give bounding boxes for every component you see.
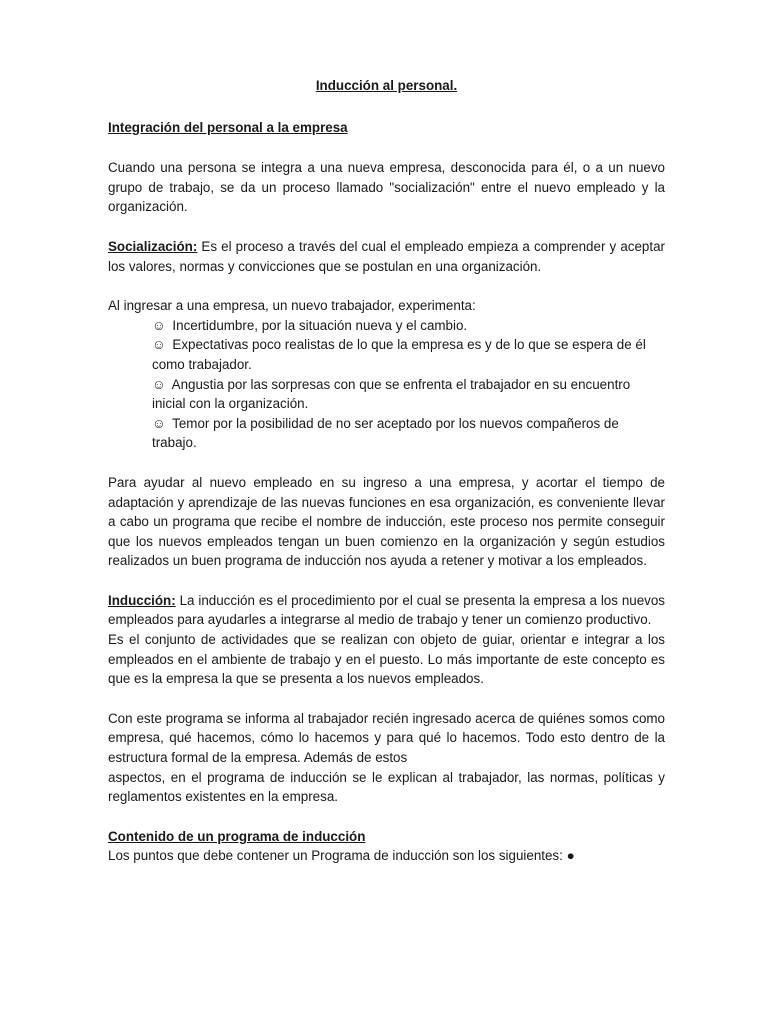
- list-item: [152, 375, 665, 414]
- document-title: Inducción al personal.: [315, 78, 458, 93]
- definition-induccion: La inducción es el procedimiento por el cual se presenta la empresa a los nuevos empleados para ayudarles a integrarse al medio de trabajo y tener un comienzo productivo.: [108, 592, 665, 628]
- experience-list: [108, 316, 665, 453]
- list-item: [152, 335, 665, 374]
- smiley-icon: ☺: [152, 376, 166, 392]
- list-item: [152, 316, 665, 336]
- document-page: [108, 76, 665, 866]
- definition-socializacion: Es el proceso a través del cual el empleado empieza a comprender y aceptar los valores, normas y convicciones que se postulan en una organización.: [108, 238, 665, 274]
- paragraph-integracion: Cuando una persona se integra a una nueva empresa, desconocida para él, o a un nuevo grupo de trabajo, se da un proceso llamado "socialización" entre el nuevo empleado y la organización.: [108, 160, 665, 215]
- paragraph-contenido: Los puntos que debe contener un Programa de inducción son los siguientes: ●: [108, 848, 575, 864]
- paragraph-induccion: [108, 591, 665, 630]
- smiley-icon: ☺: [152, 317, 166, 333]
- paragraph-experiencia-lead: Al ingresar a una empresa, un nuevo trabajador, experimenta:: [108, 298, 476, 314]
- list-item-text: Incertidumbre, por la situación nueva y el cambio.: [172, 317, 468, 333]
- list-item-text: Angustia por las sorpresas con que se enfrenta el trabajador en su encuentro inicial con la organización.: [152, 376, 631, 412]
- paragraph-ayuda: Para ayudar al nuevo empleado en su ingreso a una empresa, y acortar el tiempo de adaptación y aprendizaje de las nuevas funciones en esa organización, es conveniente llevar a cabo un programa que recibe el nombre de inducción, este proceso nos permite conseguir que los nuevos empleados tengan un buen comienzo en la organización y según estudios realizados un buen programa de inducción nos ayuda a retener y motivar a los empleados.: [108, 474, 665, 569]
- smiley-icon: ☺: [152, 337, 166, 353]
- paragraph-programa-1: Con este programa se informa al trabajador recién ingresado acerca de quiénes somos como empresa, qué hacemos, cómo lo hacemos y para qué lo hacemos. Todo esto dentro de la estructura formal de la empresa. Además de estos: [108, 710, 665, 766]
- term-socializacion: Socialización:: [108, 238, 198, 254]
- paragraph-programa-2: aspectos, en el programa de inducción se le explican al trabajador, las normas, políticas y reglamentos existentes en la empresa.: [108, 769, 665, 805]
- smiley-icon: ☺: [152, 415, 166, 431]
- section-heading-integracion: Integración del personal a la empresa: [108, 119, 348, 135]
- paragraph-socializacion: [108, 237, 665, 276]
- list-item-text: Expectativas poco realistas de lo que la empresa es y de lo que se espera de él como trabajador.: [152, 337, 646, 372]
- list-item-text: Temor por la posibilidad de no ser aceptado por los nuevos compañeros de trabajo.: [152, 415, 619, 451]
- list-item: [152, 414, 665, 453]
- term-induccion: Inducción:: [108, 592, 176, 608]
- paragraph-induccion-conjunto: Es el conjunto de actividades que se realizan con objeto de guiar, orientar e integrar a los empleados en el ambiente de trabajo y en el puesto. Lo más importante de este concepto es que es la empresa la que se presenta a los nuevos empleados.: [108, 632, 665, 687]
- section-heading-contenido: Contenido de un programa de inducción: [108, 828, 366, 844]
